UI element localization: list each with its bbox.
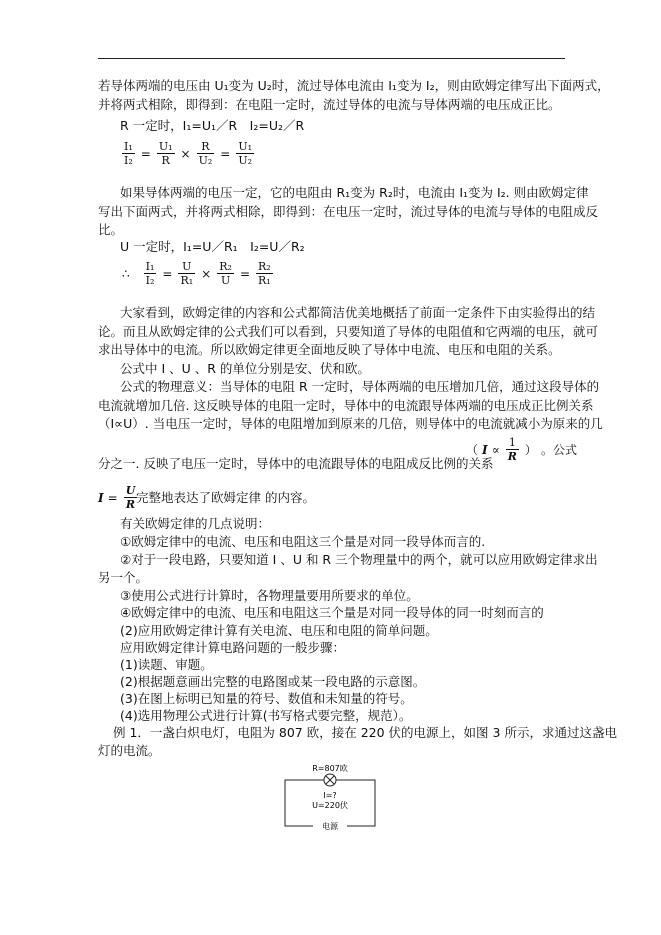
text-line: 电流就增加几倍. 这反映导体的电阻一定时，导体中的电流跟导体两端的电压成正比例关系	[98, 398, 594, 413]
text-line: (4)选用物理公式进行计算(书写格式要完整，规范）。	[120, 708, 412, 723]
text-line: 大家看到，欧姆定律的内容和公式都简洁优美地概括了前面一定条件下由实验得出的结	[120, 305, 596, 320]
text-line: 另一个。	[98, 570, 149, 585]
text-line: 论。而且从欧姆定律的公式我们可以看到，只要知道了导体的电阻值和它两端的电压，就可	[98, 324, 599, 339]
text-line: (1)读题、审题。	[120, 657, 213, 672]
text-line: 写出下面两式，并将两式相除，即得到：在电压一定时，流过导体的电流与导体的电阻成反	[98, 204, 599, 219]
text-line: 公式的物理意义：当导体的电阻 R 一定时，导体两端的电压增加几倍，通过这段导体的	[120, 379, 600, 394]
text-line: (3)在图上标明已知量的符号、数值和未知量的符号。	[120, 691, 413, 706]
text-line: 有关欧姆定律的几点说明：	[120, 516, 271, 531]
formula-inverse-proportion: （ I ∝ 1 R ） 。公式	[466, 436, 577, 463]
text-line: 并将两式相除，即得到：在电阻一定时，流过导体的电流与导体两端的电压成正比。	[98, 97, 561, 112]
header-rule	[98, 58, 565, 59]
voltage-label: U=220伏	[312, 801, 348, 810]
text-line: (2)应用欧姆定律计算有关电流、电压和电阻的简单问题。	[120, 623, 438, 638]
text-line: ④欧姆定律中的电流、电压和电阻这三个量是对同一段导体的同一时刻而言的	[120, 605, 544, 620]
current-label: I=?	[323, 791, 337, 800]
circuit-diagram	[277, 764, 383, 832]
formula-current-ratio-r-constant: $\frac{\text{I₁}}{\text{I₂}}$ = $\frac{\text{U₁}}{R}$ × $\frac{R}{\text{U₂}}$ = $\frac{\text{U₁}}{\text{U₂}}$	[124, 140, 253, 167]
text-line: 求出导体中的电流。所以欧姆定律更全面地反映了导体中电流、电压和电阻的关系。	[98, 342, 561, 357]
text-line: 完整地表达了欧姆定律 的内容。	[136, 490, 315, 505]
text-line: 比。	[98, 222, 124, 237]
text-line: 应用欧姆定律计算电路问题的一般步骤：	[120, 640, 346, 655]
text-line: 如果导体两端的电压一定，它的电阻由 R₁变为 R₂时，电流由 I₁变为 I₂. 则由欧姆定律	[120, 185, 589, 200]
text-line: R 一定时，I₁=U₁／R I₂=U₂／R	[120, 118, 305, 133]
text-line: 公式中 I 、U 、R 的单位分别是安、伏和欧。	[120, 361, 370, 376]
resistance-label: R=807欧	[312, 764, 348, 773]
text-line: ②对于一段电路，只要知道 I 、U 和 R 三个物理量中的两个，就可以应用欧姆定律求出	[120, 552, 598, 567]
text-line: （I∝U）. 当电压一定时，导体的电阻增加到原来的几倍，则导体中的电流就减小为原来的几	[98, 416, 603, 431]
formula-current-ratio-u-constant: ∴ $\frac{\text{I₁}}{\text{I₂}}$ = $\frac{U}{\text{R₁}}$ × $\frac{\text{R₂}}{U}$ = $\frac{\text{R₂}}{\text{R₁}}$	[122, 260, 271, 287]
text-line: 若导体两端的电压由 U₁变为 U₂时，流过导体电流由 I₁变为 I₂，则由欧姆定律写出下面两式，	[98, 78, 610, 93]
text-line: 例 1．一盏白炽电灯，电阻为 807 欧，接在 220 伏的电源上，如图 3 所示，求通过这盏电	[113, 725, 617, 740]
text-line: (2)根据题意画出完整的电路图或某一段电路的示意图。	[120, 674, 426, 689]
text-line: 分之一. 反映了电压一定时，导体中的电流跟导体的电阻成反比例的关系	[98, 456, 494, 471]
formula-ohms-law: I = $\frac{U}{R}$	[98, 484, 136, 511]
text-line: ③使用公式进行计算时，各物理量要用所要求的单位。	[120, 588, 419, 603]
text-line: ①欧姆定律中的电流、电压和电阻这三个量是对同一段导体而言的.	[120, 534, 486, 549]
text-line: U 一定时，I₁=U／R₁ I₂=U／R₂	[120, 239, 305, 254]
power-source-label: 电源	[322, 822, 338, 831]
text-line: 灯的电流。	[98, 743, 161, 758]
